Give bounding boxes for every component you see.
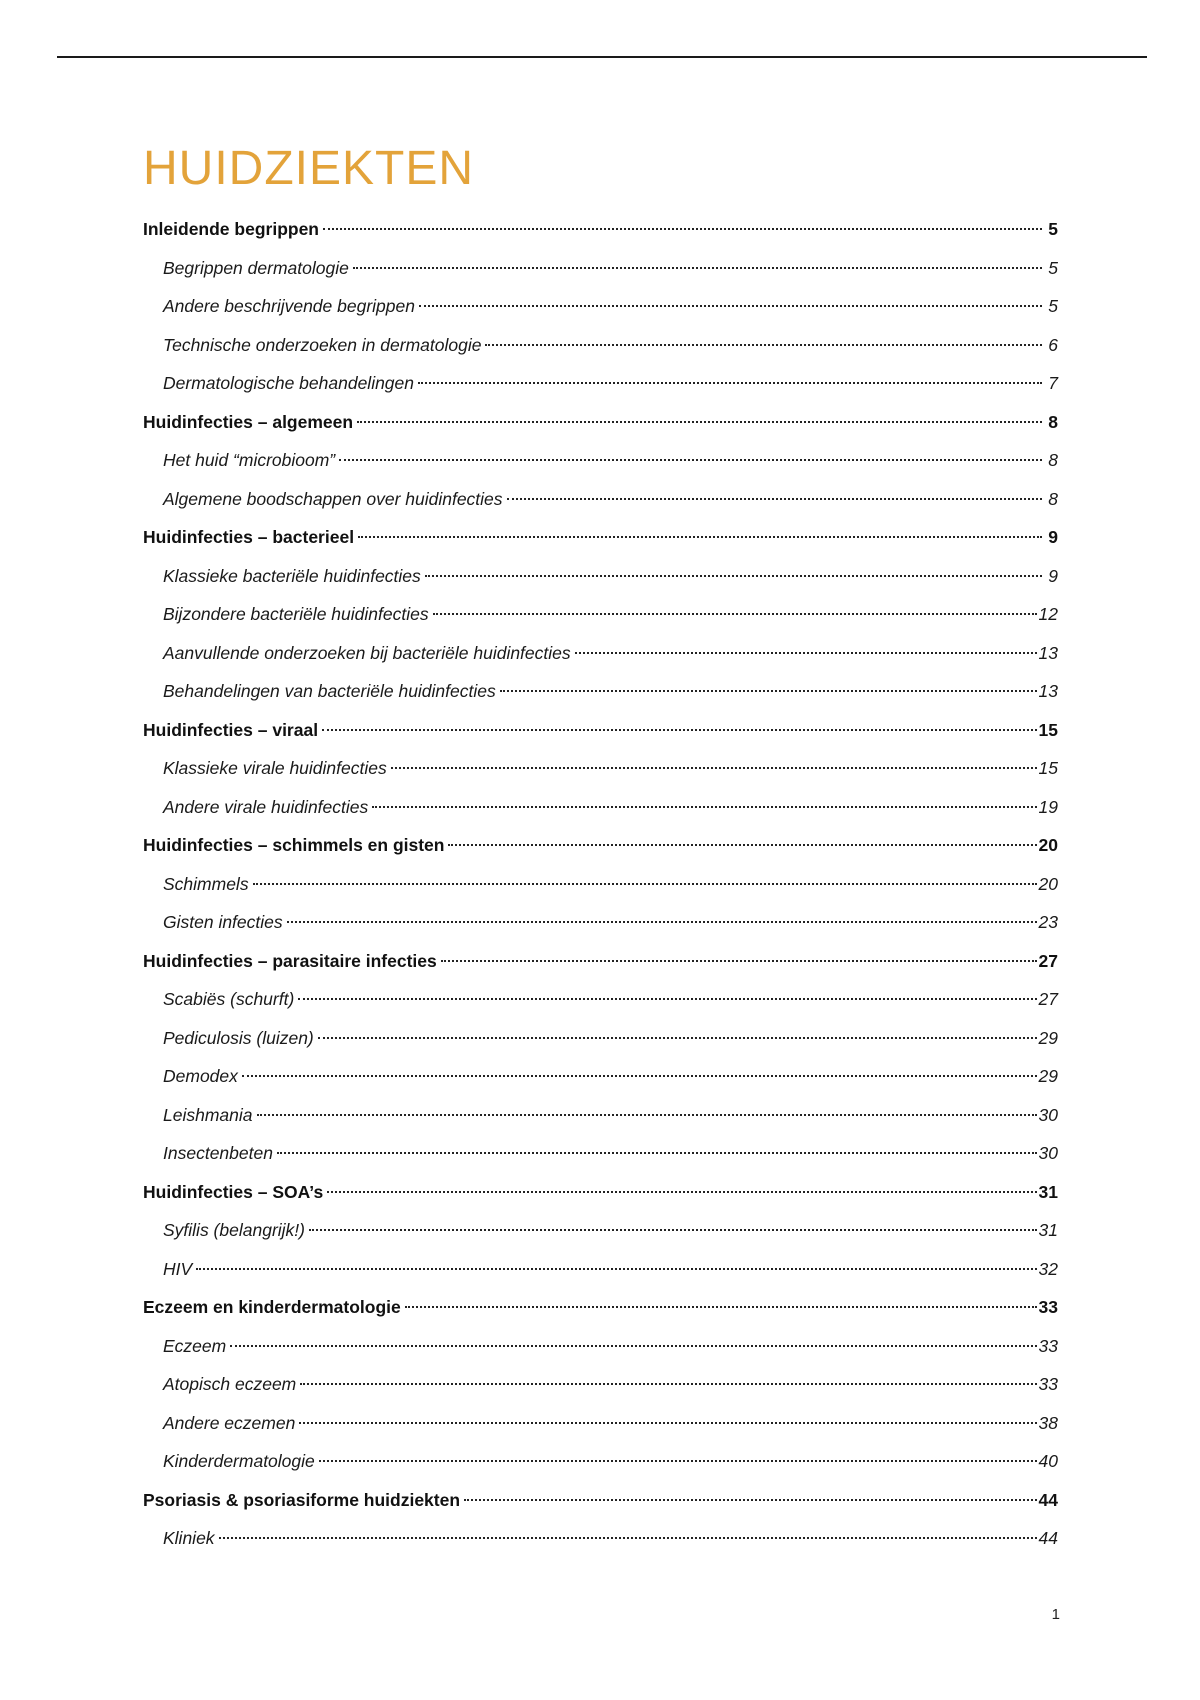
toc-entry-page: 13 bbox=[1038, 642, 1058, 663]
toc-entry-label: Andere eczemen bbox=[163, 1412, 296, 1433]
toc-entry-chapter[interactable] bbox=[143, 210, 1058, 249]
toc-dot-leader bbox=[357, 421, 1042, 423]
toc-entry-label: Insectenbeten bbox=[163, 1143, 273, 1163]
toc-entry-chapter[interactable] bbox=[143, 403, 1058, 442]
toc-entry-page: 9 bbox=[1048, 565, 1058, 586]
toc-dot-leader bbox=[219, 1537, 1037, 1539]
toc-entry-page: 30 bbox=[1038, 1143, 1058, 1163]
toc-entry-page: 8 bbox=[1048, 411, 1058, 432]
toc-entry-page: 23 bbox=[1038, 912, 1058, 932]
toc-entry-section[interactable] bbox=[143, 249, 1058, 288]
toc-entry-section[interactable] bbox=[143, 1134, 1058, 1173]
toc-dot-leader bbox=[448, 844, 1036, 846]
toc-entry-label: Huidinfecties – bacterieel bbox=[143, 527, 355, 547]
toc-entry-page: 12 bbox=[1038, 604, 1058, 624]
toc-entry-page: 20 bbox=[1038, 873, 1058, 894]
toc-entry-page: 5 bbox=[1048, 219, 1058, 239]
toc-entry-label: Behandelingen van bacteriële huidinfecties bbox=[163, 681, 496, 701]
toc-entry-label: Begrippen dermatologie bbox=[163, 257, 349, 278]
table-of-contents bbox=[143, 210, 1058, 1558]
toc-entry-section[interactable] bbox=[143, 1057, 1058, 1096]
toc-entry-label: Kinderdermatologie bbox=[163, 1451, 315, 1471]
toc-entry-page: 19 bbox=[1038, 796, 1058, 817]
toc-dot-leader bbox=[277, 1152, 1037, 1154]
toc-dot-leader bbox=[327, 1191, 1036, 1193]
header-rule bbox=[57, 56, 1147, 58]
toc-dot-leader bbox=[372, 806, 1036, 808]
toc-entry-section[interactable] bbox=[143, 788, 1058, 827]
toc-entry-label: Bijzondere bacteriële huidinfecties bbox=[163, 604, 429, 624]
toc-dot-leader bbox=[425, 575, 1042, 577]
toc-entry-page: 9 bbox=[1048, 527, 1058, 547]
toc-entry-page: 5 bbox=[1048, 296, 1058, 316]
toc-dot-leader bbox=[485, 344, 1042, 346]
toc-entry-label: Andere virale huidinfecties bbox=[163, 796, 369, 817]
toc-entry-label: Eczeem bbox=[163, 1335, 227, 1356]
toc-dot-leader bbox=[196, 1268, 1036, 1270]
toc-entry-label: Eczeem en kinderdermatologie bbox=[143, 1297, 401, 1317]
toc-entry-chapter[interactable] bbox=[143, 826, 1058, 865]
toc-entry-page: 5 bbox=[1048, 257, 1058, 278]
toc-dot-leader bbox=[418, 382, 1042, 384]
toc-entry-page: 33 bbox=[1038, 1374, 1058, 1394]
toc-dot-leader bbox=[299, 1422, 1036, 1424]
toc-entry-label: HIV bbox=[163, 1258, 193, 1279]
toc-entry-page: 38 bbox=[1038, 1412, 1058, 1433]
toc-entry-label: Gisten infecties bbox=[163, 912, 283, 932]
toc-entry-page: 27 bbox=[1038, 989, 1058, 1009]
toc-entry-label: Inleidende begrippen bbox=[143, 219, 319, 239]
page-number: 1 bbox=[1051, 1606, 1060, 1623]
toc-entry-section[interactable] bbox=[143, 326, 1058, 365]
toc-entry-label: Schimmels bbox=[163, 873, 249, 894]
toc-entry-page: 20 bbox=[1038, 835, 1058, 855]
toc-dot-leader bbox=[507, 498, 1042, 500]
toc-entry-section[interactable] bbox=[143, 1519, 1058, 1558]
toc-dot-leader bbox=[358, 536, 1042, 538]
toc-entry-label: Dermatologische behandelingen bbox=[163, 373, 415, 393]
toc-entry-label: Huidinfecties – SOA’s bbox=[143, 1181, 324, 1202]
toc-dot-leader bbox=[257, 1114, 1037, 1116]
toc-entry-section[interactable] bbox=[143, 865, 1058, 904]
toc-dot-leader bbox=[242, 1075, 1037, 1077]
toc-entry-section[interactable] bbox=[143, 287, 1058, 326]
toc-entry-label: Atopisch eczeem bbox=[163, 1374, 297, 1394]
toc-entry-chapter[interactable] bbox=[143, 1288, 1058, 1327]
toc-entry-section[interactable] bbox=[143, 980, 1058, 1019]
toc-dot-leader bbox=[309, 1229, 1037, 1231]
toc-entry-label: Technische onderzoeken in dermatologie bbox=[163, 334, 482, 355]
toc-entry-section[interactable] bbox=[143, 903, 1058, 942]
toc-entry-label: Klassieke bacteriële huidinfecties bbox=[163, 565, 421, 586]
toc-entry-chapter[interactable] bbox=[143, 518, 1058, 557]
toc-entry-page: 32 bbox=[1038, 1258, 1058, 1279]
toc-entry-page: 44 bbox=[1038, 1489, 1058, 1510]
toc-entry-label: Andere beschrijvende begrippen bbox=[163, 296, 415, 316]
toc-entry-page: 8 bbox=[1048, 450, 1058, 470]
toc-dot-leader bbox=[319, 1460, 1037, 1462]
toc-entry-section[interactable] bbox=[143, 1250, 1058, 1289]
toc-dot-leader bbox=[287, 921, 1037, 923]
toc-dot-leader bbox=[391, 767, 1037, 769]
toc-entry-label: Psoriasis & psoriasiforme huidziekten bbox=[143, 1489, 461, 1510]
toc-entry-label: Het huid “microbioom” bbox=[163, 450, 336, 470]
document-title: HUIDZIEKTEN bbox=[143, 142, 475, 195]
toc-entry-label: Huidinfecties – viraal bbox=[143, 719, 319, 740]
toc-entry-label: Scabiës (schurft) bbox=[163, 989, 295, 1009]
toc-entry-page: 7 bbox=[1048, 373, 1058, 393]
toc-entry-label: Leishmania bbox=[163, 1104, 253, 1125]
toc-dot-leader bbox=[575, 652, 1037, 654]
toc-entry-section[interactable] bbox=[143, 1404, 1058, 1443]
toc-entry-section[interactable] bbox=[143, 1365, 1058, 1404]
toc-entry-chapter[interactable] bbox=[143, 1173, 1058, 1212]
toc-entry-page: 15 bbox=[1038, 758, 1058, 778]
toc-entry-page: 33 bbox=[1038, 1297, 1058, 1317]
toc-entry-page: 40 bbox=[1038, 1451, 1058, 1471]
toc-dot-leader bbox=[298, 998, 1036, 1000]
toc-entry-section[interactable] bbox=[143, 672, 1058, 711]
toc-dot-leader bbox=[300, 1383, 1036, 1385]
toc-dot-leader bbox=[464, 1499, 1036, 1501]
toc-entry-section[interactable] bbox=[143, 595, 1058, 634]
toc-entry-section[interactable] bbox=[143, 1096, 1058, 1135]
toc-entry-page: 30 bbox=[1038, 1104, 1058, 1125]
toc-entry-label: Demodex bbox=[163, 1066, 238, 1086]
toc-entry-label: Pediculosis (luizen) bbox=[163, 1027, 314, 1048]
toc-entry-label: Algemene boodschappen over huidinfecties bbox=[163, 488, 503, 509]
toc-entry-page: 29 bbox=[1038, 1066, 1058, 1086]
toc-dot-leader bbox=[419, 305, 1042, 307]
toc-entry-label: Kliniek bbox=[163, 1528, 215, 1548]
toc-entry-page: 27 bbox=[1038, 950, 1058, 971]
toc-entry-label: Aanvullende onderzoeken bij bacteriële huidinfecties bbox=[163, 642, 571, 663]
toc-dot-leader bbox=[441, 960, 1037, 962]
toc-dot-leader bbox=[353, 267, 1042, 269]
toc-dot-leader bbox=[318, 1037, 1037, 1039]
toc-entry-section[interactable] bbox=[143, 557, 1058, 596]
toc-entry-page: 15 bbox=[1038, 719, 1058, 740]
toc-entry-chapter[interactable] bbox=[143, 1481, 1058, 1520]
toc-dot-leader bbox=[322, 729, 1036, 731]
toc-entry-section[interactable] bbox=[143, 480, 1058, 519]
toc-entry-page: 6 bbox=[1048, 334, 1058, 355]
toc-entry-page: 29 bbox=[1038, 1027, 1058, 1048]
toc-entry-section[interactable] bbox=[143, 749, 1058, 788]
toc-entry-page: 33 bbox=[1038, 1335, 1058, 1356]
toc-dot-leader bbox=[323, 228, 1042, 230]
toc-dot-leader bbox=[253, 883, 1037, 885]
toc-entry-chapter[interactable] bbox=[143, 942, 1058, 981]
toc-dot-leader bbox=[433, 613, 1037, 615]
toc-entry-label: Huidinfecties – algemeen bbox=[143, 411, 354, 432]
toc-entry-page: 31 bbox=[1038, 1220, 1058, 1240]
toc-entry-label: Huidinfecties – schimmels en gisten bbox=[143, 835, 445, 855]
toc-entry-label: Syfilis (belangrijk!) bbox=[163, 1220, 305, 1240]
toc-entry-section[interactable] bbox=[143, 1327, 1058, 1366]
toc-entry-section[interactable] bbox=[143, 364, 1058, 403]
toc-entry-section[interactable] bbox=[143, 1019, 1058, 1058]
toc-entry-section[interactable] bbox=[143, 441, 1058, 480]
toc-entry-page: 13 bbox=[1038, 681, 1058, 701]
toc-dot-leader bbox=[500, 690, 1037, 692]
toc-entry-page: 44 bbox=[1038, 1528, 1058, 1548]
toc-entry-section[interactable] bbox=[143, 634, 1058, 673]
toc-dot-leader bbox=[405, 1306, 1037, 1308]
toc-entry-section[interactable] bbox=[143, 1211, 1058, 1250]
toc-dot-leader bbox=[230, 1345, 1036, 1347]
toc-entry-page: 8 bbox=[1048, 488, 1058, 509]
toc-entry-chapter[interactable] bbox=[143, 711, 1058, 750]
toc-entry-section[interactable] bbox=[143, 1442, 1058, 1481]
toc-dot-leader bbox=[339, 459, 1042, 461]
toc-entry-label: Klassieke virale huidinfecties bbox=[163, 758, 387, 778]
toc-entry-label: Huidinfecties – parasitaire infecties bbox=[143, 950, 437, 971]
toc-entry-page: 31 bbox=[1038, 1181, 1058, 1202]
